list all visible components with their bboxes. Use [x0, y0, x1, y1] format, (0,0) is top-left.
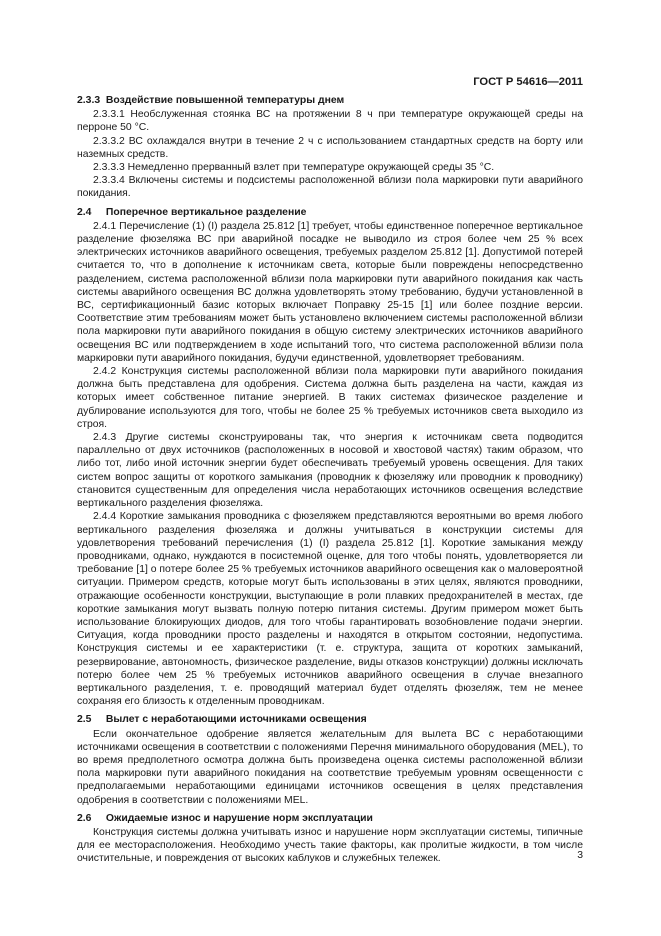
paragraph-2-4-1: 2.4.1 Перечисление (1) (I) раздела 25.812 [1] требует, чтобы единственное поперечное вертикальное разделение фюзеляжа ВС при аварийной посадке не выводило из строя более чем 25 % всех электрических источников аварийного освещения, требуемых разделом 25.812 [1]. Допустимой потерей считается то, что в дополнение к источникам света, которые были повреждены непосредственно разделением, система расположенной вблизи пола маркировки пути аварийного покидания как часть системы аварийного освещения ВС должна удовлетворять этому требованию, будучи установленной в ВС, сертификационный базис которых включает Поправку 25-15 [1] или более поздние версии. Соответствие этим требованиям может быть установлено включением системы расположенной вблизи пола маркировки пути аварийного покидания в общую систему электрических источников аварийного освещения ВС или подтверждением в ходе испытаний того, что система расположенной вблизи пола маркировки пути аварийного покидания, будучи единственной, удовлетворяет требованиям.: [77, 220, 583, 364]
paragraph-2-4-3: 2.4.3 Другие системы сконструированы так, что энергия к источникам света подводится параллельно от двух источников (расположенных в носовой и хвостовой частях) таким образом, что либо тот, либо иной источник энергии будет обеспечивать требуемый уровень освещения. Для таких систем вопрос защиты от короткого замыкания (проводник к фюзеляжу или проводник к проводнику) становится существенным для определения числа неработающих источников освещения вследствие вертикального разделения фюзеляжа.: [77, 432, 583, 510]
paragraph-2-4-4: 2.4.4 Короткие замыкания проводника с фюзеляжем представляются вероятными во время любого вертикального разделения фюзеляжа и должны учитываться в конструкции системы для удовлетворения требований перечисления (1) (I) раздела 25.812 [1]. Короткие замыкания между проводниками, однако, нуждаются в посистемной оценке, для того чтобы понять, удовлетворяется ли требование [1] о потере более 25 % требуемых источников аварийного освещения как о маловероятной ситуации. Примером средств, которые могут быть использованы в этих целях, являются проводники, отражающие особенности конструкции, выступающие в роли плавких предохранителей в местах, где короткие замыкания могут вызвать полную потерю питания системы. Другим примером может быть использование блокирующих диодов, для того чтобы гарантировать возобновление подачи энергии. Ситуация, когда проводники просто разделены и находятся в открытом состоянии, недопустима. Конструкция системы и ее характеристики (т. е. структура, защита от коротких замыканий, резервирование, автономность, физическое разделение, виды отказов конструкции) должны исключать потерю более чем 25 % требуемых источников аварийного освещения в случае внезапного вертикального разделения, т. е. проводящий материал будет отделять фюзеляж, тем не менее сохраняя его близость к отделенным проводникам.: [77, 511, 584, 708]
document-body: [77, 94, 583, 866]
section-number: 2.4: [77, 206, 92, 218]
section-heading-2-3-3: [77, 94, 583, 107]
paragraph-2-6: Конструкция системы должна учитывать износ и нарушение норм эксплуатации системы, типичные для ее месторасположения. Необходимо учесть такие факторы, как пролитые жидкости, в том числе очистительные, и повреждения от высоких каблуков и служебных тележек.: [77, 826, 583, 865]
paragraph-2-3-3-3: 2.3.3.3 Немедленно прерванный взлет при температуре окружающей среды 35 °С.: [93, 162, 495, 174]
section-heading-2-4: [77, 206, 583, 219]
paragraph-2-3-3-4: 2.3.3.4 Включены системы и подсистемы расположенной вблизи пола маркировки пути аварийного покидания.: [77, 175, 583, 200]
section-title: Воздействие повышенной температуры днем: [105, 95, 345, 106]
section-title: Вылет с неработающими источниками освещения: [105, 714, 367, 726]
document-standard-number: ГОСТ Р 54616—2011: [473, 76, 583, 88]
section-number: 2.3.3: [77, 95, 101, 106]
paragraph-2-3-3-2: 2.3.3.2 ВС охлаждался внутри в течение 2 ч с использованием стандартных средств на борту или наземных средств.: [77, 135, 583, 160]
paragraph-2-4-2: 2.4.2 Конструкция системы расположенной вблизи пола маркировки пути аварийного покидания должна быть представлена для одобрения. Система должна быть разделена на части, каждая из которых имеет собственное питание энергией. В таких системах физическое разделение и дублирование используются для того, чтобы не более 25 % требуемых источников света выходило из строя.: [77, 366, 583, 430]
section-title: Ожидаемые износ и нарушение норм эксплуатации: [105, 812, 373, 824]
paragraph-2-3-3-1: 2.3.3.1 Необслуженная стоянка ВС на протяжении 8 ч при температуре окружающей среды на перроне 50 °С.: [77, 109, 583, 134]
section-heading-2-6: [77, 812, 583, 825]
section-number: 2.6: [77, 812, 92, 824]
page-number: 3: [577, 850, 583, 861]
section-number: 2.5: [77, 714, 92, 726]
paragraph-2-5: Если окончательное одобрение является желательным для вылета ВС с неработающими источниками освещения в соответствии с положениями Перечня минимального оборудования (MEL), то во время предполетного осмотра должна быть произведена оценка системы расположенной вблизи пола маркировки пути аварийного покидания на соответствие требуемым уровням освещенности с предполагаемыми неработающими единицами источников освещения в целях представления одобрения в соответствии с положениями MEL.: [77, 728, 583, 806]
section-heading-2-5: [77, 713, 583, 726]
section-title: Поперечное вертикальное разделение: [105, 206, 307, 218]
